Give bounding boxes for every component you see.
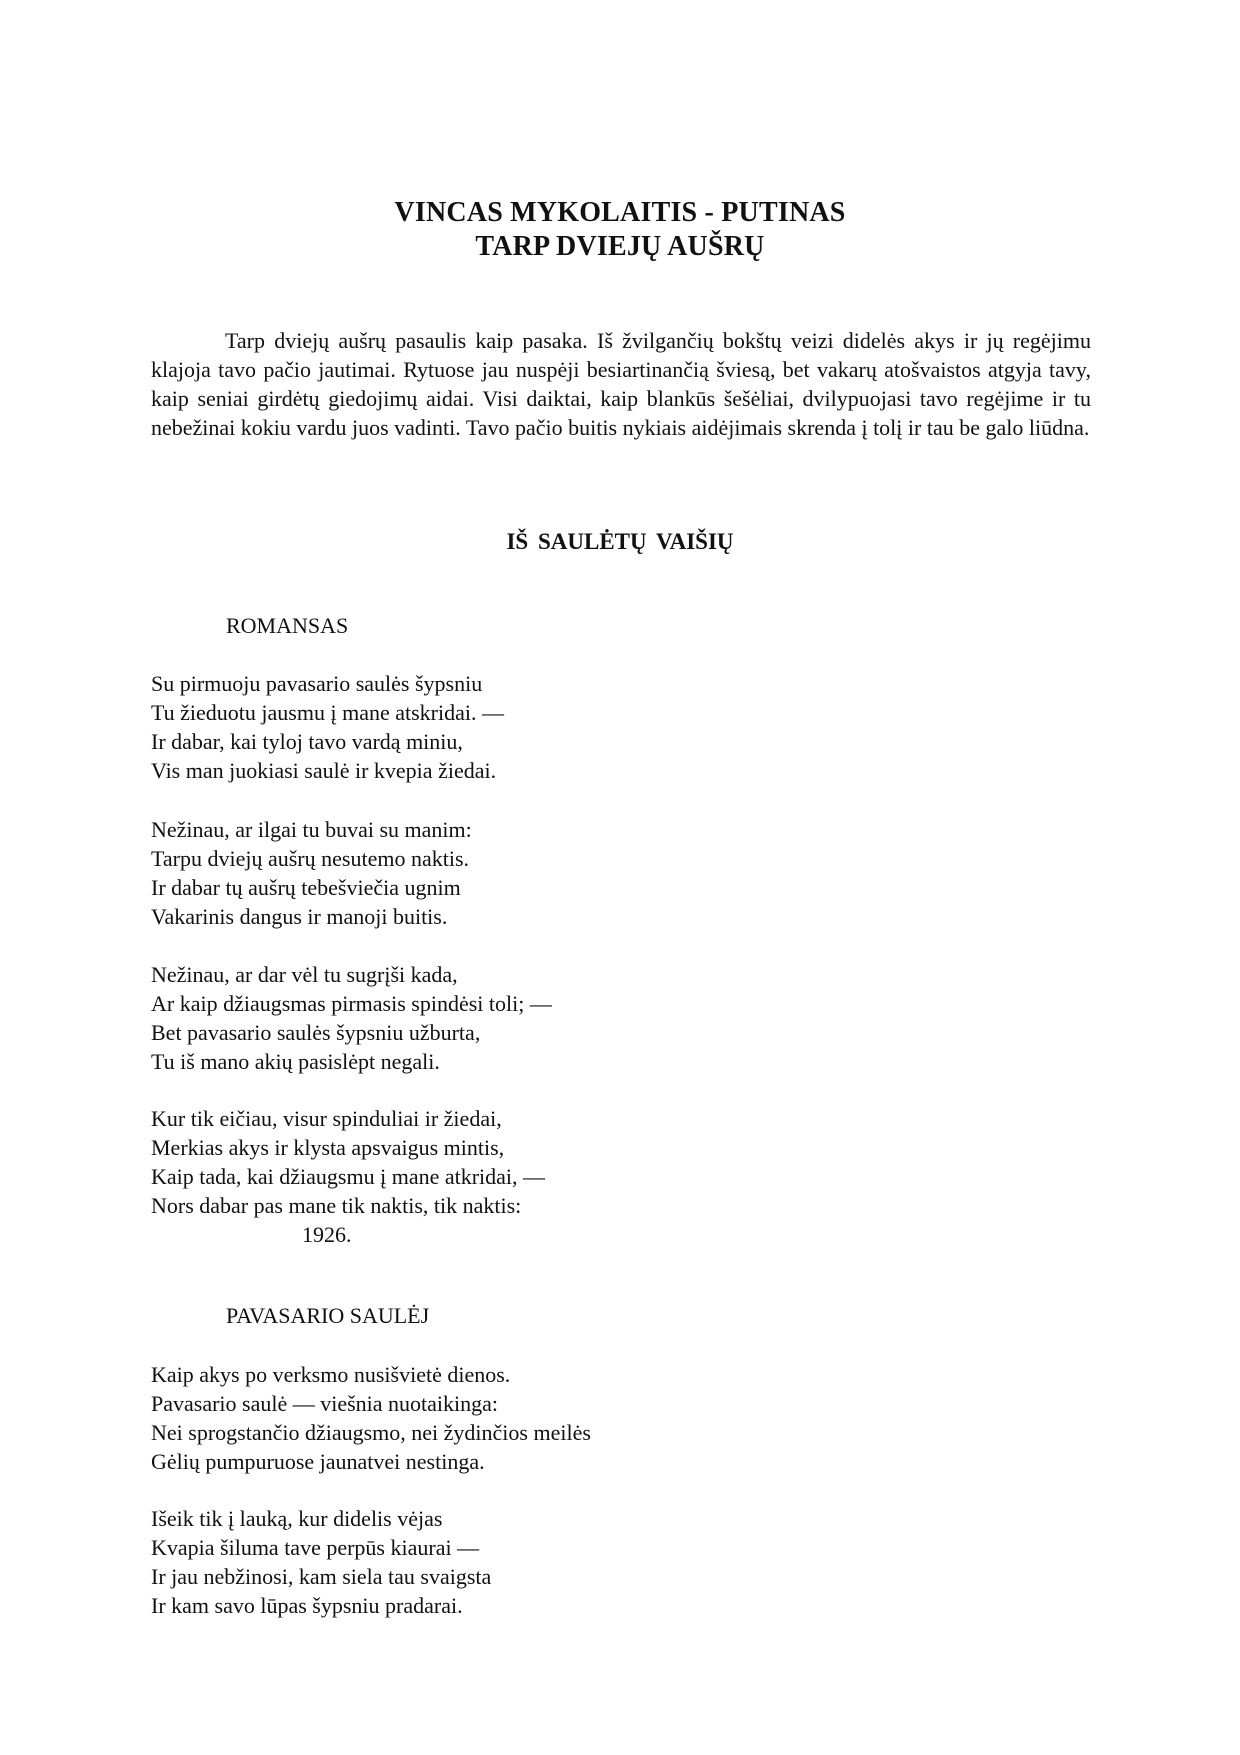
poem-title-pavasario-saulej: PAVASARIO SAULĖJ (226, 1303, 430, 1328)
poem-stanza (151, 960, 552, 1076)
verse-line: Nors dabar pas mane tik naktis, tik naktis: (151, 1193, 522, 1218)
verse-line: Nei sprogstančio džiaugsmo, nei žydinčios meilės (151, 1420, 591, 1445)
verse-line: Vis man juokiasi saulė ir kvepia žiedai. (151, 758, 497, 783)
poem-stanza (151, 815, 472, 931)
verse-line: Su pirmuoju pavasario saulės šypsniu (151, 671, 483, 696)
verse-line: Ir jau nebžinosi, kam siela tau svaigsta (151, 1564, 492, 1589)
verse-line: Vakarinis dangus ir manoji buitis. (151, 904, 448, 929)
verse-line: Kvapia šiluma tave perpūs kiaurai — (151, 1535, 480, 1560)
intro-paragraph: Tarp dviejų aušrų pasaulis kaip pasaka. Iš žvilgančių bokštų veizi didelės akys ir jų regėjimu klajoja tavo pačio jautimai. Rytuose jau nuspėji besiartinančią šviesą, bet vakarų atošvaistos atgyja tavy, kaip seniai girdėtų giedojimų aidai. Visi daiktai, kaip blankūs šešėliai, dvilypuojasi tavo regėjime ir tu nebežinai kokiu vardu juos vadinti. Tavo pačio buitis nykiais aidėjimais skrenda į tolį ir tau be galo liūdna. (151, 328, 1091, 440)
verse-line: Ir kam savo lūpas šypsniu pradarai. (151, 1593, 463, 1618)
work-title: TARP DVIEJŲ AUŠRŲ (475, 231, 765, 262)
verse-line: Nežinau, ar ilgai tu buvai su manim: (151, 817, 472, 842)
verse-line: Tu iš mano akių pasislėpt negali. (151, 1049, 440, 1074)
verse-line: Išeik tik į lauką, kur didelis vėjas (151, 1506, 443, 1531)
verse-line: Nežinau, ar dar vėl tu sugrįši kada, (151, 962, 458, 987)
poem-title-romansas: ROMANSAS (226, 613, 349, 638)
verse-line: Ir dabar, kai tyloj tavo vardą miniu, (151, 729, 463, 754)
author-heading: VINCAS MYKOLAITIS - PUTINAS (394, 197, 846, 228)
verse-line: Kaip akys po verksmo nusišvietė dienos. (151, 1362, 511, 1387)
verse-line: Merkias akys ir klysta apsvaigus mintis, (151, 1135, 505, 1160)
verse-line: Kur tik eičiau, visur spinduliai ir žiedai, (151, 1106, 502, 1131)
verse-line: Tarpu dviejų aušrų nesutemo naktis. (151, 846, 470, 871)
poem-stanza (151, 1104, 545, 1220)
verse-line: Pavasario saulė — viešnia nuotaikinga: (151, 1391, 499, 1416)
poem-stanza (151, 1504, 491, 1620)
verse-line: Tu žieduotu jausmu į mane atskridai. — (151, 700, 504, 725)
section-heading: IŠ SAULĖTŲ VAIŠIŲ (506, 529, 734, 554)
verse-line: Bet pavasario saulės šypsniu užburta, (151, 1020, 481, 1045)
verse-line: Ar kaip džiaugsmas pirmasis spindėsi toli; — (151, 991, 552, 1016)
verse-line: Ir dabar tų aušrų tebešviečia ugnim (151, 875, 461, 900)
poem-stanza (151, 1360, 591, 1476)
poem-date: 1926. (302, 1222, 352, 1247)
title-block (0, 196, 1240, 264)
poem-stanza (151, 669, 504, 785)
verse-line: Gėlių pumpuruose jaunatvei nestinga. (151, 1449, 485, 1474)
verse-line: Kaip tada, kai džiaugsmu į mane atkridai, — (151, 1164, 546, 1189)
